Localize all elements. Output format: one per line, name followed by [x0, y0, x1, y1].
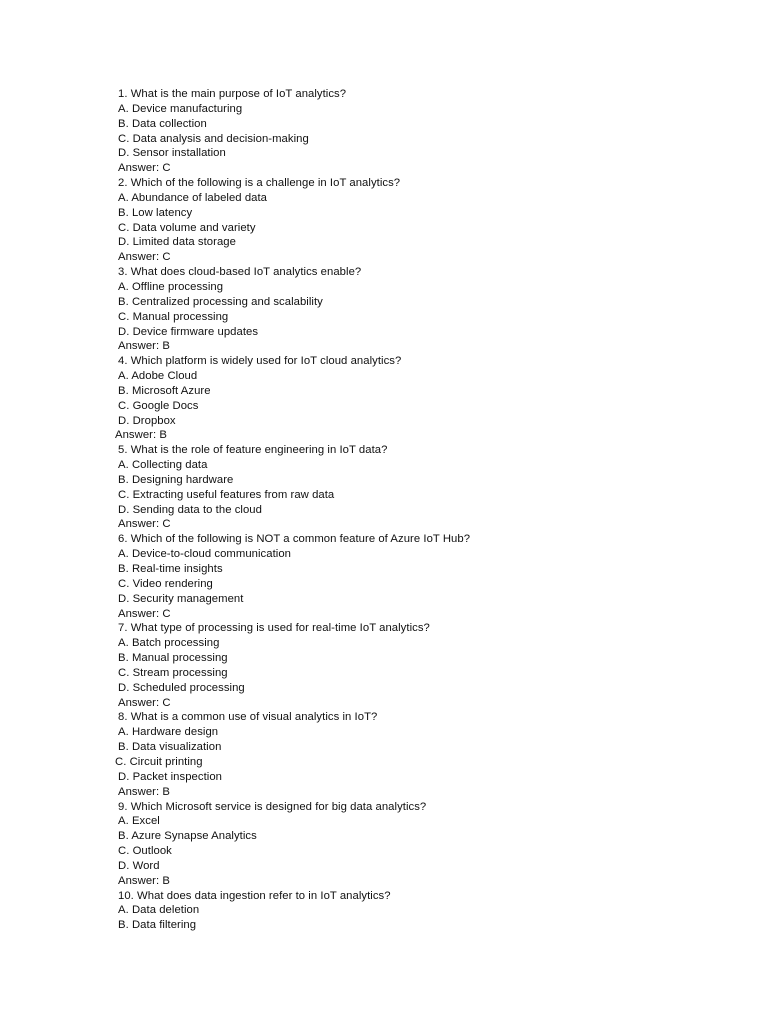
question-2-answer: Answer: C [118, 251, 171, 264]
question-7-answer: Answer: C [118, 696, 171, 709]
question-3-option-b: B. Centralized processing and scalability [118, 295, 323, 308]
question-1-option-b: B. Data collection [118, 117, 207, 130]
quiz-content [115, 87, 718, 933]
question-8-option-a: A. Hardware design [118, 726, 219, 739]
question-7: 7. What type of processing is used for real-time IoT analytics? [118, 622, 430, 635]
question-3-option-d: D. Device firmware updates [118, 325, 259, 338]
question-3-answer: Answer: B [118, 340, 170, 353]
question-10-option-b: B. Data filtering [118, 919, 197, 932]
question-4-option-d: D. Dropbox [118, 414, 176, 427]
question-2-option-d: D. Limited data storage [118, 236, 236, 249]
question-3-option-c: C. Manual processing [118, 310, 229, 323]
question-7-option-b: B. Manual processing [118, 652, 228, 665]
question-10-option-a: A. Data deletion [118, 904, 200, 917]
question-6-option-c: C. Video rendering [118, 577, 213, 590]
question-9-option-c: C. Outlook [118, 845, 172, 858]
question-5: 5. What is the role of feature engineering in IoT data? [118, 444, 388, 457]
question-1: 1. What is the main purpose of IoT analytics? [118, 88, 347, 100]
question-4: 4. Which platform is widely used for IoT cloud analytics? [118, 355, 402, 368]
question-7-option-a: A. Batch processing [118, 637, 220, 650]
question-9-option-d: D. Word [118, 859, 160, 872]
question-6-option-d: D. Security management [118, 592, 244, 605]
question-1-answer: Answer: C [118, 162, 171, 175]
question-10: 10. What does data ingestion refer to in IoT analytics? [118, 889, 391, 902]
question-2-option-b: B. Low latency [118, 206, 193, 219]
question-4-option-b: B. Microsoft Azure [118, 384, 211, 397]
question-5-answer: Answer: C [118, 518, 171, 531]
question-8-answer: Answer: B [118, 785, 170, 798]
question-5-option-a: A. Collecting data [118, 459, 208, 472]
question-5-option-b: B. Designing hardware [118, 473, 234, 486]
question-5-option-c: C. Extracting useful features from raw data [118, 488, 335, 501]
question-1-option-c: C. Data analysis and decision-making [118, 132, 309, 145]
question-4-option-a: A. Adobe Cloud [118, 370, 198, 383]
question-3: 3. What does cloud-based IoT analytics enable? [118, 266, 362, 279]
question-1-option-d: D. Sensor installation [118, 147, 226, 160]
question-4-answer: Answer: B [115, 429, 167, 442]
question-6: 6. Which of the following is NOT a common feature of Azure IoT Hub? [118, 533, 471, 546]
question-9-option-b: B. Azure Synapse Analytics [118, 830, 257, 843]
question-4-option-c: C. Google Docs [118, 399, 199, 412]
question-1-option-a: A. Device manufacturing [118, 102, 243, 115]
question-7-option-c: C. Stream processing [118, 666, 228, 679]
question-7-option-d: D. Scheduled processing [118, 681, 245, 694]
question-2-option-c: C. Data volume and variety [118, 221, 256, 234]
question-9-answer: Answer: B [118, 874, 170, 887]
question-6-answer: Answer: C [118, 607, 171, 620]
question-8-option-c: C. Circuit printing [115, 755, 203, 768]
question-2: 2. Which of the following is a challenge in IoT analytics? [118, 177, 401, 190]
question-3-option-a: A. Offline processing [118, 280, 224, 293]
question-8: 8. What is a common use of visual analytics in IoT? [118, 711, 378, 724]
question-5-option-d: D. Sending data to the cloud [118, 503, 262, 516]
question-9: 9. Which Microsoft service is designed for big data analytics? [118, 800, 427, 813]
question-2-option-a: A. Abundance of labeled data [118, 191, 268, 204]
question-6-option-a: A. Device-to-cloud communication [118, 548, 292, 561]
question-9-option-a: A. Excel [118, 815, 160, 828]
question-8-option-d: D. Packet inspection [118, 770, 222, 783]
question-8-option-b: B. Data visualization [118, 741, 222, 754]
question-6-option-b: B. Real-time insights [118, 563, 223, 575]
